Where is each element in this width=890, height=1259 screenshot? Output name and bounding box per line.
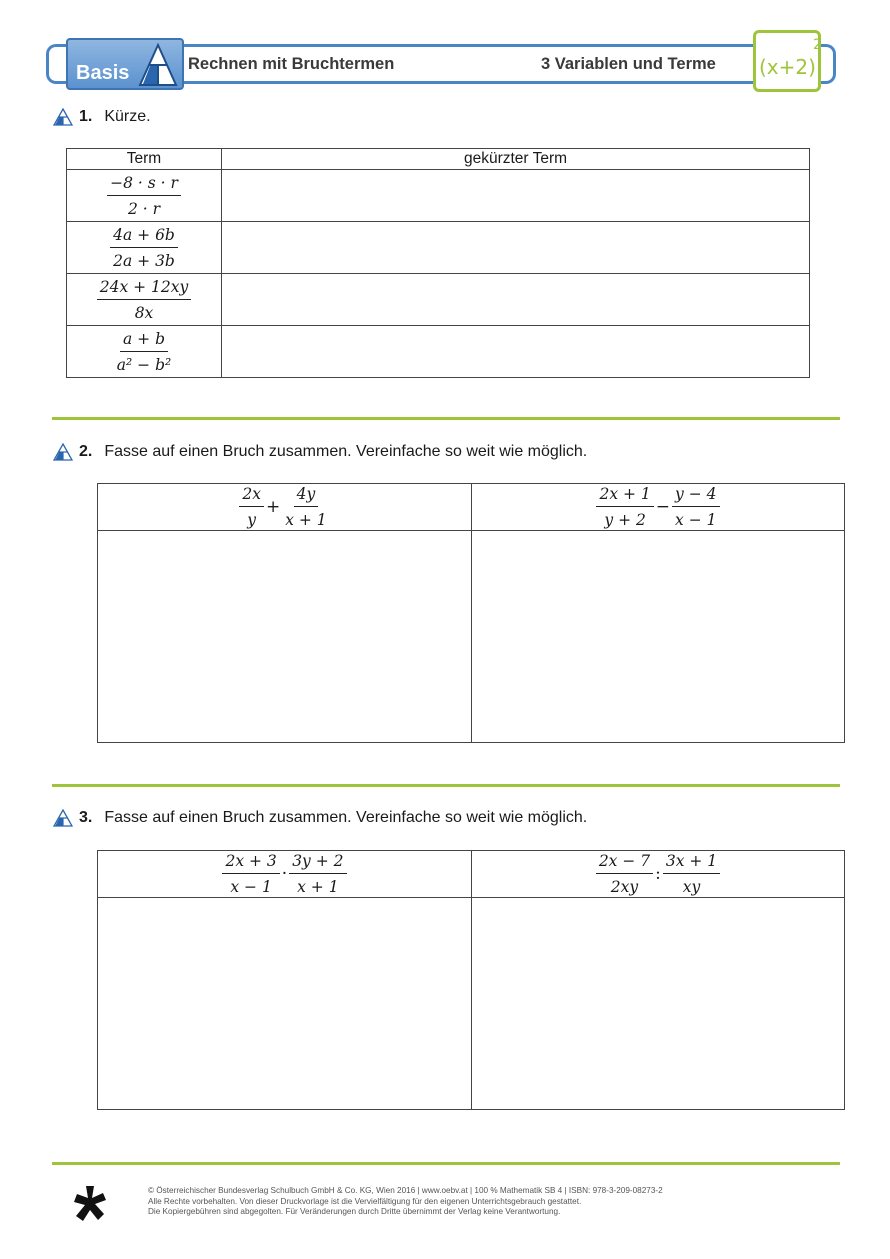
difficulty-triangle-icon bbox=[53, 809, 73, 827]
chapter-title: 3 Variablen und Terme bbox=[541, 55, 716, 73]
exercise-2-right-expression: $\frac{2x + 1}{y + 2}$ − $\frac{y - 4}{x - 1}$ bbox=[472, 484, 845, 531]
exercise-3-right-answer-area[interactable] bbox=[472, 898, 845, 1110]
triangle-logo-icon bbox=[138, 43, 178, 87]
table-row bbox=[67, 326, 810, 378]
table-row bbox=[67, 222, 810, 274]
term-fraction: $\frac{a + b}{\text{a² − b²}}$ bbox=[116, 329, 172, 374]
answer-cell[interactable] bbox=[222, 274, 810, 326]
logo-term: (x+2) bbox=[759, 55, 816, 79]
answer-cell[interactable] bbox=[222, 170, 810, 222]
reduce-table bbox=[66, 148, 810, 378]
exercise-3-right-expression: $\frac{2x - 7}{2xy}$ : $\frac{3x + 1}{xy}$ bbox=[472, 851, 845, 898]
answer-cell[interactable] bbox=[222, 326, 810, 378]
exercise-3-table bbox=[97, 850, 845, 1110]
footer-copyright bbox=[148, 1186, 663, 1218]
difficulty-triangle-icon bbox=[53, 108, 73, 126]
basis-badge bbox=[66, 38, 184, 90]
exercise-3-instruction: Fasse auf einen Bruch zusammen. Vereinfache so weit wie möglich. bbox=[104, 809, 588, 826]
header-top-rule bbox=[184, 44, 754, 47]
header-bottom-rule bbox=[184, 81, 754, 84]
difficulty-triangle-icon bbox=[53, 443, 73, 461]
footer-line-1: © Österreichischer Bundesverlag Schulbuch GmbH & Co. KG, Wien 2016 | www.oebv.at | 100 % Mathematik SB 4 | ISBN: 978-3-209-08273-2 bbox=[148, 1186, 663, 1195]
table-row bbox=[67, 170, 810, 222]
section-divider bbox=[52, 784, 840, 787]
footer-line-2: Alle Rechte vorbehalten. Von dieser Druckvorlage ist die Vervielfältigung für den eigenen Unterrichtsgebrauch gestattet. bbox=[148, 1196, 582, 1206]
exercise-2-instruction: Fasse auf einen Bruch zusammen. Vereinfache so weit wie möglich. bbox=[104, 443, 588, 460]
exercise-3-left-expression: $\frac{2x + 3}{x - 1}$ · $\frac{3y + 2}{x + 1}$ bbox=[98, 851, 472, 898]
exercise-1-number: 1. bbox=[79, 108, 93, 125]
footer-line-3: Die Kopiergebühren sind abgegolten. Für Veränderungen durch Dritte übernimmt der Verlag keine Verantwortung. bbox=[148, 1207, 561, 1216]
col-term-header: Term bbox=[67, 149, 222, 170]
exercise-1-instruction: Kürze. bbox=[104, 108, 151, 125]
logo-exponent: 2 bbox=[813, 37, 822, 53]
worksheet-title: Rechnen mit Bruchtermen bbox=[188, 55, 395, 73]
exercise-2-table bbox=[97, 483, 845, 743]
exercise-2-number: 2. bbox=[79, 443, 93, 460]
exercise-1-heading bbox=[53, 108, 151, 126]
exercise-2-left-answer-area[interactable] bbox=[98, 531, 472, 743]
chapter-logo bbox=[753, 30, 821, 92]
basis-label: Basis bbox=[76, 62, 130, 84]
exercise-3-left-answer-area[interactable] bbox=[98, 898, 472, 1110]
publisher-logo-icon bbox=[72, 1184, 110, 1224]
term-fraction: $\frac{24x + 12xy}{8x}$ bbox=[97, 277, 192, 323]
exercise-2-heading bbox=[53, 443, 587, 461]
table-row bbox=[67, 274, 810, 326]
exercise-3-heading bbox=[53, 809, 587, 827]
exercise-2-left-expression: $\frac{2x}{y}$ + $\frac{4y}{x + 1}$ bbox=[98, 484, 472, 531]
section-divider bbox=[52, 417, 840, 420]
term-fraction: $\frac{4a + 6b}{2a + 3b}$ bbox=[110, 225, 178, 271]
answer-cell[interactable] bbox=[222, 222, 810, 274]
exercise-2-right-answer-area[interactable] bbox=[472, 531, 845, 743]
exercise-3-number: 3. bbox=[79, 809, 93, 826]
col-result-header: gekürzter Term bbox=[222, 149, 810, 170]
term-fraction: $\frac{-8 \cdot s \cdot r}{2 \cdot r}$ bbox=[107, 173, 181, 219]
section-divider bbox=[52, 1162, 840, 1165]
